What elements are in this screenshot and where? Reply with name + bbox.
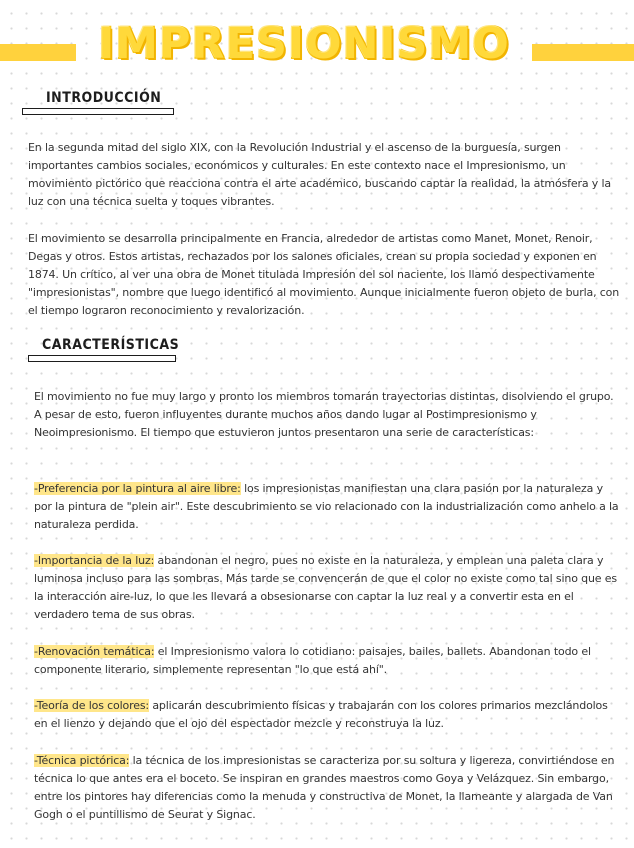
title-bar-right xyxy=(532,44,634,61)
feature-text: la técnica de los impresionistas se caracteriza por su soltura y ligereza, convirtiéndose en técnica lo que antes era el boceto. Se inspiran en grandes maestros como Goya y Velázquez. Sin embargo, entre los pintores hay diferencias como la menuda y constructiva de Monet, la llameante y alargada de Van Gogh o el puntillismo de Seurat y Signac. xyxy=(34,754,615,821)
feature-text: aplicarán descubrimiento físicas y trabajarán con los colores primarios mezclándolos en el lienzo y dejando que el ojo del espectador mezcle y reconstruya la luz. xyxy=(34,699,608,730)
feature-item xyxy=(34,752,624,824)
intro-paragraph-2: El movimiento se desarrolla principalmente en Francia, alrededor de artistas como Manet, Monet, Renoir, Degas y otros. Estos artistas, rechazados por los salones oficiales, crean su propia sociedad y exponen en 1874. Un crítico, al ver una obra de Monet titulada Impresión del sol naciente, los llamó despectivamente "impresionistas", nombre que luego identificó al movimiento. Aunque inicialmente fueron objeto de burla, con el tiempo lograron reconocimiento y revalorización. xyxy=(28,232,620,317)
feature-label: -Técnica pictórica: xyxy=(34,754,130,767)
feature-item xyxy=(34,643,624,679)
feature-label: -Renovación temática: xyxy=(34,645,155,658)
feature-item xyxy=(34,480,624,534)
feature-label: -Importancia de la luz: xyxy=(34,554,155,567)
feature-text: los impresionistas manifiestan una clara pasión por la naturaleza y por la pintura de "plein air". Este descubrimiento se vio relacionado con la industrialización como anhelo a la naturaleza perdida. xyxy=(34,482,619,531)
page-title: IMPRESIONISMO xyxy=(98,19,510,69)
intro-heading-underline xyxy=(22,108,174,115)
title-bar-left xyxy=(0,44,76,61)
feature-text: abandonan el negro, pues no existe en la naturaleza, y emplean una paleta clara y luminosa incluso para las sombras. Más tarde se convencerán de que el color no existe como tal sino que es la interacción aire-luz, lo que les llevará a obsesionarse con captar la luz real y a convertir esta en el verdadero tema de sus obras. xyxy=(34,554,617,621)
features-intro: El movimiento no fue muy largo y pronto los miembros tomarán trayectorias distintas, disolviendo el grupo. A pesar de esto, fueron influyentes durante muchos años dando lugar al Postimpresionismo y Neoimpresionismo. El tiempo que estuvieron juntos presentaron una serie de características: xyxy=(34,390,614,439)
feature-item xyxy=(34,552,624,624)
intro-paragraph-1: En la segunda mitad del siglo XIX, con la Revolución Industrial y el ascenso de la burguesía, surgen importantes cambios sociales, económicos y culturales. En este contexto nace el Impresionismo, un movimiento pictórico que reacciona contra el arte académico, buscando captar la realidad, la atmósfera y la luz con una técnica suelta y toques vibrantes. xyxy=(28,141,612,208)
feature-text: el Impresionismo valora lo cotidiano: paisajes, bailes, ballets. Abandonan todo el componente literario, simplemente representan "lo que está ahí". xyxy=(34,645,591,676)
features-heading-underline xyxy=(28,355,176,362)
features-heading: CARACTERÍSTICAS xyxy=(42,337,180,353)
feature-item xyxy=(34,697,624,733)
feature-label: -Teoría de los colores: xyxy=(34,699,149,712)
intro-heading: INTRODUCCIÓN xyxy=(46,90,162,106)
feature-label: -Preferencia por la pintura al aire libre: xyxy=(34,482,241,495)
